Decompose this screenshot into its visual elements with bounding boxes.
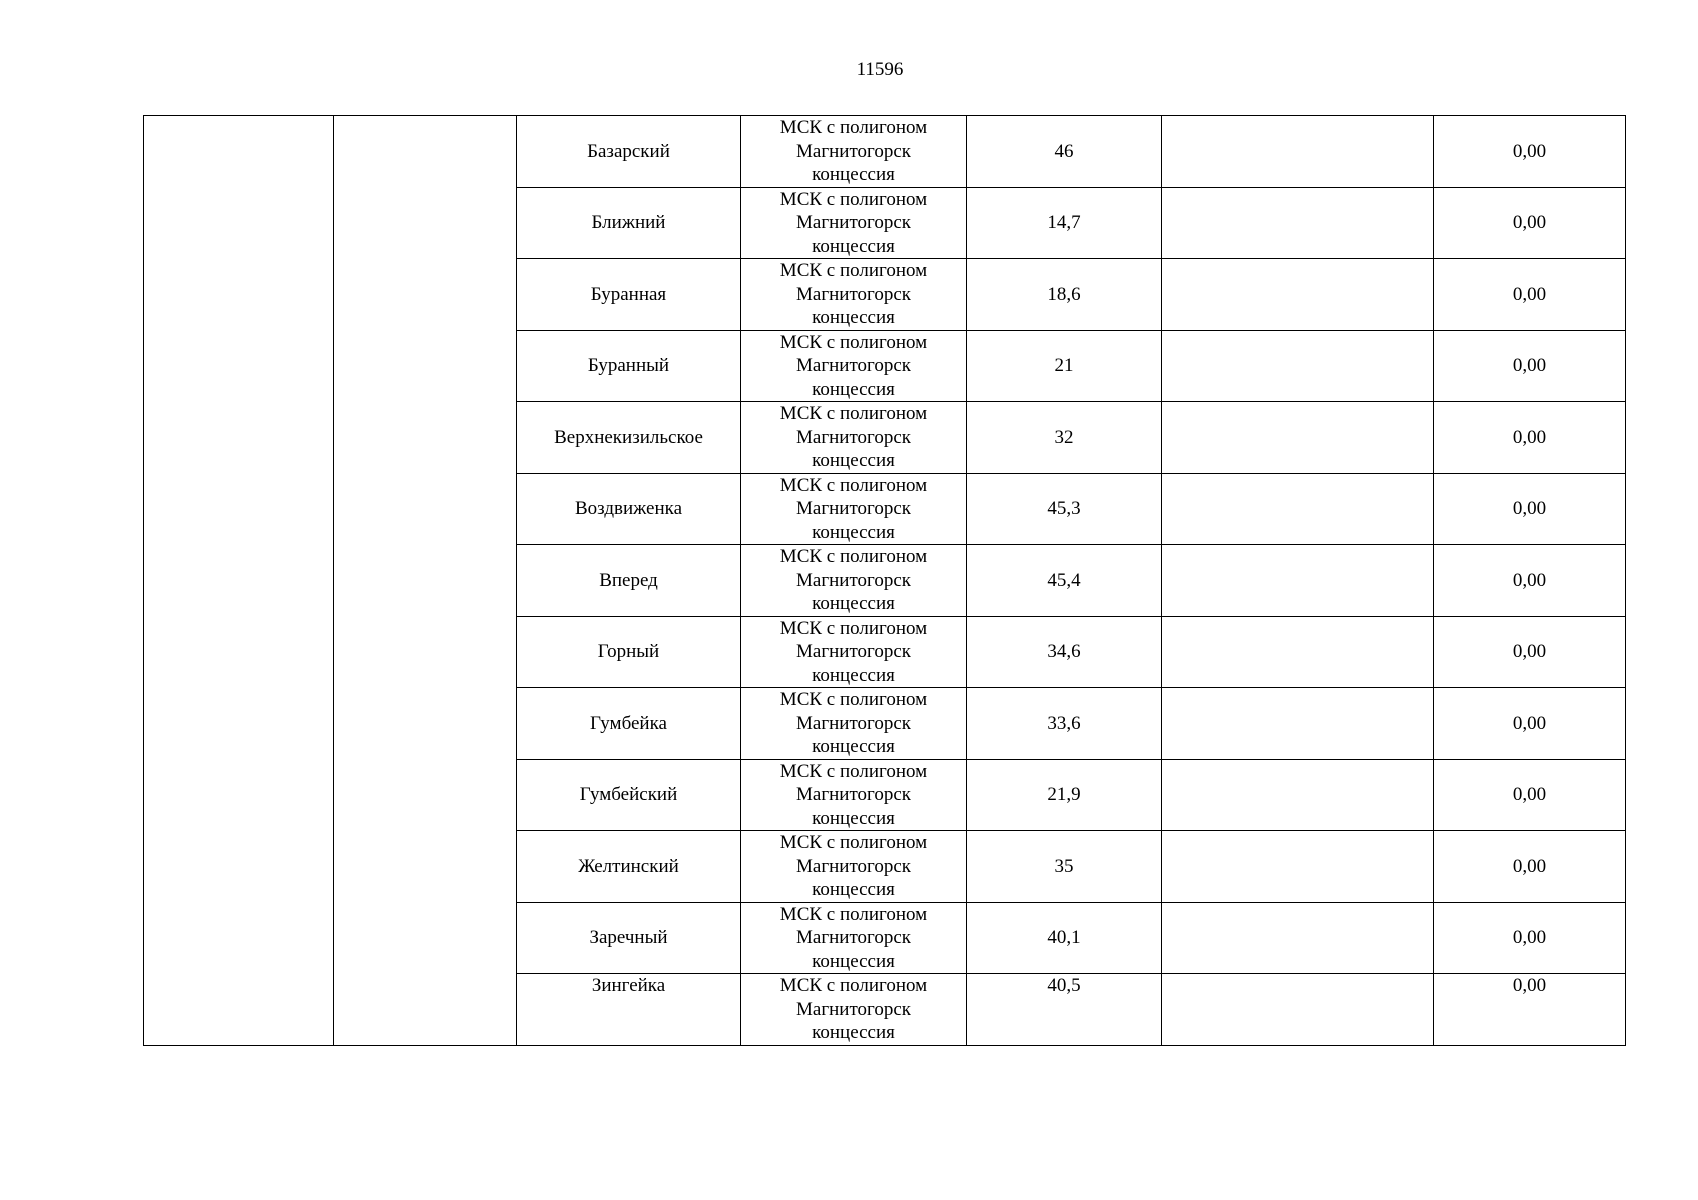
operator-line: МСК с полигоном xyxy=(779,260,928,281)
settlement-name-cell: Буранный xyxy=(517,330,741,402)
value-cell: 0,00 xyxy=(1434,187,1626,259)
operator-line: концессия xyxy=(812,450,895,471)
operator-line: концессия xyxy=(812,664,895,686)
operator-line: МСК с полигоном xyxy=(779,117,928,138)
value-cell: 0,00 xyxy=(1434,330,1626,402)
extra-cell xyxy=(1162,831,1434,903)
operator-line: Магнитогорск xyxy=(796,426,911,448)
operator-line: Магнитогорск xyxy=(796,569,911,591)
settlement-name-cell: Воздвиженка xyxy=(517,473,741,545)
settlement-name-cell: Вперед xyxy=(517,545,741,617)
operator-line: концессия xyxy=(812,378,895,400)
operator-line: Магнитогорск xyxy=(796,784,911,805)
distance-cell: 34,6 xyxy=(967,616,1162,688)
operator-line: концессия xyxy=(812,950,895,972)
settlement-name-cell: Гумбейский xyxy=(517,759,741,831)
extra-cell xyxy=(1162,902,1434,974)
operator-line: концессия xyxy=(812,593,895,614)
settlement-name-cell: Горный xyxy=(517,616,741,688)
settlement-name-cell: Зингейка xyxy=(517,974,741,1046)
extra-cell xyxy=(1162,116,1434,188)
subgroup-column-cell xyxy=(334,116,517,1046)
distance-cell: 21,9 xyxy=(967,759,1162,831)
value-cell: 0,00 xyxy=(1434,545,1626,617)
distance-cell: 45,3 xyxy=(967,473,1162,545)
extra-cell xyxy=(1162,402,1434,474)
settlement-name-cell: Верхнекизильское xyxy=(517,402,741,474)
operator-line: МСК с полигоном xyxy=(779,903,928,925)
extra-cell xyxy=(1162,616,1434,688)
operator-line: Магнитогорск xyxy=(796,283,911,305)
value-cell: 0,00 xyxy=(1434,116,1626,188)
distance-cell: 14,7 xyxy=(967,187,1162,259)
distance-cell: 32 xyxy=(967,402,1162,474)
extra-cell xyxy=(1162,974,1434,1046)
operator-line: концессия xyxy=(812,235,895,257)
operator-cell xyxy=(741,902,967,974)
operator-line: МСК с полигоном xyxy=(779,689,928,710)
extra-cell xyxy=(1162,473,1434,545)
operator-cell xyxy=(741,259,967,331)
value-cell: 0,00 xyxy=(1434,688,1626,760)
settlement-name-cell: Заречный xyxy=(517,902,741,974)
distance-cell: 35 xyxy=(967,831,1162,903)
settlement-name-cell: Базарский xyxy=(517,116,741,188)
settlement-name-cell: Гумбейка xyxy=(517,688,741,760)
value-cell: 0,00 xyxy=(1434,473,1626,545)
operator-line: Магнитогорск xyxy=(796,355,911,376)
distance-cell: 46 xyxy=(967,116,1162,188)
distance-cell: 40,5 xyxy=(967,974,1162,1046)
operator-line: Магнитогорск xyxy=(796,140,911,162)
value-cell: 0,00 xyxy=(1434,902,1626,974)
settlement-name-cell: Ближний xyxy=(517,187,741,259)
operator-line: концессия xyxy=(812,736,895,757)
operator-line: Магнитогорск xyxy=(796,998,911,1020)
extra-cell xyxy=(1162,688,1434,760)
distance-cell: 40,1 xyxy=(967,902,1162,974)
value-cell: 0,00 xyxy=(1434,974,1626,1046)
operator-line: концессия xyxy=(812,307,895,328)
operator-line: МСК с полигоном xyxy=(779,546,928,567)
operator-line: МСК с полигоном xyxy=(779,474,928,496)
table-row xyxy=(144,116,1626,188)
operator-line: МСК с полигоном xyxy=(779,760,928,782)
settlement-name-cell: Желтинский xyxy=(517,831,741,903)
operator-line: концессия xyxy=(812,521,895,543)
operator-cell xyxy=(741,688,967,760)
extra-cell xyxy=(1162,187,1434,259)
value-cell: 0,00 xyxy=(1434,402,1626,474)
group-column-cell xyxy=(144,116,334,1046)
operator-line: концессия xyxy=(812,1022,895,1043)
operator-line: Магнитогорск xyxy=(796,712,911,734)
operator-cell xyxy=(741,330,967,402)
distance-cell: 45,4 xyxy=(967,545,1162,617)
value-cell: 0,00 xyxy=(1434,616,1626,688)
extra-cell xyxy=(1162,545,1434,617)
operator-line: МСК с полигоном xyxy=(779,832,928,853)
extra-cell xyxy=(1162,759,1434,831)
distance-cell: 18,6 xyxy=(967,259,1162,331)
value-cell: 0,00 xyxy=(1434,759,1626,831)
extra-cell xyxy=(1162,330,1434,402)
table-body xyxy=(144,116,1626,1046)
operator-line: МСК с полигоном xyxy=(779,403,928,424)
distance-cell: 21 xyxy=(967,330,1162,402)
operator-cell xyxy=(741,831,967,903)
operator-cell xyxy=(741,473,967,545)
operator-line: Магнитогорск xyxy=(796,855,911,877)
operator-line: концессия xyxy=(812,164,895,185)
operator-cell xyxy=(741,974,967,1046)
operator-line: МСК с полигоном xyxy=(779,331,928,353)
settlements-table xyxy=(143,115,1626,1046)
operator-cell xyxy=(741,116,967,188)
value-cell: 0,00 xyxy=(1434,831,1626,903)
operator-cell xyxy=(741,402,967,474)
operator-line: Магнитогорск xyxy=(796,498,911,519)
operator-line: концессия xyxy=(812,879,895,900)
operator-cell xyxy=(741,545,967,617)
operator-cell xyxy=(741,616,967,688)
operator-line: МСК с полигоном xyxy=(779,975,928,996)
distance-cell: 33,6 xyxy=(967,688,1162,760)
operator-cell xyxy=(741,187,967,259)
value-cell: 0,00 xyxy=(1434,259,1626,331)
operator-line: Магнитогорск xyxy=(796,212,911,233)
operator-line: Магнитогорск xyxy=(796,927,911,948)
settlement-name-cell: Буранная xyxy=(517,259,741,331)
page-number: 11596 xyxy=(856,59,904,80)
operator-line: МСК с полигоном xyxy=(779,188,928,210)
operator-line: концессия xyxy=(812,807,895,829)
operator-line: Магнитогорск xyxy=(796,641,911,662)
extra-cell xyxy=(1162,259,1434,331)
operator-cell xyxy=(741,759,967,831)
operator-line: МСК с полигоном xyxy=(779,617,928,639)
